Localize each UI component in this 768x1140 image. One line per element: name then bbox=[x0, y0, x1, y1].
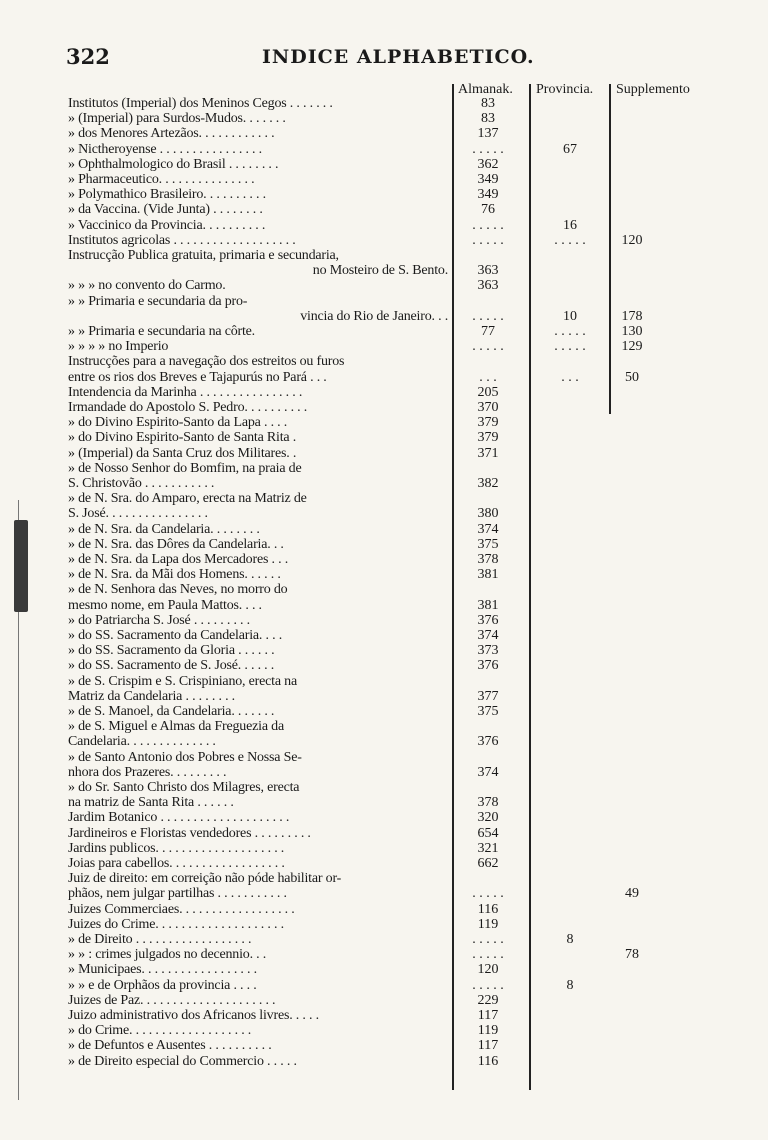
entry-text: S. José. . . . . . . . . . . . . . . . bbox=[68, 506, 208, 522]
entry-text: Jardins publicos. . . . . . . . . . . . . . . . . . . . bbox=[68, 840, 285, 856]
index-row bbox=[0, 993, 768, 1008]
index-row bbox=[0, 1054, 768, 1069]
provincia-page: . . . . . bbox=[554, 232, 586, 248]
entry-text: Candelaria. . . . . . . . . . . . . . bbox=[68, 734, 216, 750]
entry-text: » de Defuntos e Ausentes . . . . . . . . . . bbox=[68, 1038, 272, 1054]
index-row bbox=[0, 552, 768, 567]
index-row bbox=[0, 962, 768, 977]
index-row bbox=[0, 491, 768, 506]
entry-text: nhora dos Prazeres. . . . . . . . . bbox=[68, 764, 227, 780]
entry-text: » » » » no Imperio bbox=[68, 339, 169, 355]
index-row bbox=[0, 157, 768, 172]
almanak-page: 379 bbox=[477, 415, 499, 431]
entry-text: » » e de Orphãos da provincia . . . . bbox=[68, 977, 257, 993]
supplemento-page: 129 bbox=[621, 339, 643, 355]
index-row bbox=[0, 1038, 768, 1053]
index-row bbox=[0, 871, 768, 886]
index-row bbox=[0, 354, 768, 369]
entry-text: » de N. Sra. da Candelaria. . . . . . . . bbox=[68, 521, 260, 537]
almanak-page: 382 bbox=[477, 476, 499, 491]
index-row bbox=[0, 263, 768, 278]
almanak-page: . . . . . bbox=[472, 232, 504, 248]
index-row bbox=[0, 522, 768, 537]
entry-text: S. Christovão . . . . . . . . . . . bbox=[68, 476, 215, 491]
almanak-page: . . . . . bbox=[472, 308, 504, 324]
provincia-page: . . . . . bbox=[554, 339, 586, 355]
index-row bbox=[0, 202, 768, 217]
entry-text: » Pharmaceutico. . . . . . . . . . . . . . . bbox=[68, 172, 255, 187]
index-row bbox=[0, 96, 768, 111]
entry-text: » do Divino Espirito-Santo de Santa Rita . bbox=[68, 430, 297, 446]
index-row bbox=[0, 339, 768, 354]
index-row bbox=[0, 278, 768, 293]
index-row bbox=[0, 172, 768, 187]
index-row bbox=[0, 917, 768, 932]
entry-text: Juizo administrativo dos Africanos livres. . . . . bbox=[68, 1008, 319, 1023]
index-row bbox=[0, 582, 768, 597]
index-row bbox=[0, 613, 768, 628]
entry-text: » de S. Miguel e Almas da Freguezia da bbox=[68, 719, 284, 735]
provincia-page: . . . . . bbox=[554, 324, 586, 339]
almanak-page: 120 bbox=[477, 962, 499, 978]
index-row bbox=[0, 461, 768, 476]
entry-text: » do SS. Sacramento da Gloria . . . . . . bbox=[68, 643, 275, 659]
page-title: INDICE ALPHABETICO. bbox=[262, 46, 535, 68]
entry-text: » do Crime. . . . . . . . . . . . . . . . . . . bbox=[68, 1023, 252, 1039]
almanak-page: 77 bbox=[481, 324, 495, 339]
index-row bbox=[0, 567, 768, 582]
almanak-page: . . . . . bbox=[472, 932, 504, 947]
index-row bbox=[0, 400, 768, 415]
almanak-page: 137 bbox=[477, 126, 499, 142]
index-row bbox=[0, 537, 768, 552]
almanak-page: 379 bbox=[477, 430, 499, 446]
index-row bbox=[0, 385, 768, 400]
almanak-page: 83 bbox=[481, 96, 495, 111]
entry-text: Jardineiros e Floristas vendedores . . . . . . . . . bbox=[68, 825, 311, 841]
entry-text: » (Imperial) para Surdos-Mudos. . . . . . . bbox=[68, 111, 286, 127]
almanak-page: 378 bbox=[477, 795, 499, 811]
entry-text: Juizes Commerciaes. . . . . . . . . . . . . . . . . . bbox=[68, 901, 295, 917]
almanak-page: . . . bbox=[479, 369, 497, 385]
entry-text: » de Direito especial do Commercio . . . . . bbox=[68, 1053, 297, 1069]
almanak-page: . . . . . bbox=[472, 977, 504, 993]
index-row bbox=[0, 750, 768, 765]
entry-text: Jardim Botanico . . . . . . . . . . . . . . . . . . . . bbox=[68, 810, 290, 826]
almanak-page: 119 bbox=[477, 916, 499, 932]
entry-text: Juizes do Crime. . . . . . . . . . . . . . . . . . . . bbox=[68, 916, 284, 932]
column-header-almanak: Almanak. bbox=[458, 82, 513, 97]
entry-text: » de N. Sra. do Amparo, erecta na Matriz de bbox=[68, 491, 307, 507]
almanak-page: 381 bbox=[477, 597, 499, 613]
almanak-page: 374 bbox=[477, 628, 499, 643]
provincia-page: 67 bbox=[563, 141, 577, 157]
entry-text: Matriz da Candelaria . . . . . . . . bbox=[68, 688, 235, 704]
entry-text: » » : crimes julgados no decennio. . . bbox=[68, 947, 267, 963]
almanak-page: 375 bbox=[477, 704, 499, 719]
index-row bbox=[0, 643, 768, 658]
index-row bbox=[0, 886, 768, 901]
provincia-page: 8 bbox=[566, 977, 574, 993]
index-row bbox=[0, 218, 768, 233]
index-row bbox=[0, 1023, 768, 1038]
almanak-page: 117 bbox=[477, 1038, 499, 1054]
almanak-page: 229 bbox=[477, 992, 499, 1008]
entry-text: na matriz de Santa Rita . . . . . . bbox=[68, 795, 234, 811]
entry-text: Institutos (Imperial) dos Meninos Cegos . . . . . . . bbox=[68, 96, 333, 111]
index-row bbox=[0, 233, 768, 248]
index-row bbox=[0, 704, 768, 719]
supplemento-page: 130 bbox=[621, 324, 643, 339]
entry-text: phãos, nem julgar partilhas . . . . . . . . . . . bbox=[68, 886, 287, 902]
entry-text: » Nictheroyense . . . . . . . . . . . . . . . . bbox=[68, 141, 262, 157]
provincia-page: 8 bbox=[566, 932, 574, 947]
index-row bbox=[0, 370, 768, 385]
almanak-page: 370 bbox=[477, 400, 499, 415]
almanak-page: 654 bbox=[477, 825, 499, 841]
index-row bbox=[0, 294, 768, 309]
index-row bbox=[0, 658, 768, 673]
entry-text: » Polymathico Brasileiro. . . . . . . . . . bbox=[68, 187, 266, 203]
almanak-page: 376 bbox=[477, 658, 499, 674]
entry-text: » da Vaccina. (Vide Junta) . . . . . . . . bbox=[68, 202, 263, 218]
page-number: 322 bbox=[66, 44, 110, 69]
entry-text: » de N. Sra. das Dôres da Candelaria. . . bbox=[68, 536, 284, 552]
almanak-page: . . . . . bbox=[472, 217, 504, 233]
index-row bbox=[0, 689, 768, 704]
almanak-page: 373 bbox=[477, 643, 499, 659]
entry-text: » do Patriarcha S. José . . . . . . . . . bbox=[68, 612, 250, 628]
index-row bbox=[0, 142, 768, 157]
index-row bbox=[0, 126, 768, 141]
index-row bbox=[0, 628, 768, 643]
almanak-page: 377 bbox=[477, 688, 499, 704]
almanak-page: 119 bbox=[477, 1023, 499, 1039]
index-row bbox=[0, 765, 768, 780]
index-row bbox=[0, 476, 768, 491]
entry-text: » do SS. Sacramento de S. José. . . . . . bbox=[68, 658, 275, 674]
almanak-page: . . . . . bbox=[472, 141, 504, 157]
almanak-page: 381 bbox=[477, 567, 499, 583]
index-row bbox=[0, 780, 768, 795]
almanak-page: 376 bbox=[477, 734, 499, 750]
entry-text: entre os rios dos Breves e Tajapurús no Pará . . . bbox=[68, 369, 327, 385]
entry-text: » de N. Sra. da Mãi dos Homens. . . . . . bbox=[68, 567, 281, 583]
entry-text: » de Santo Antonio dos Pobres e Nossa Se- bbox=[68, 749, 302, 765]
provincia-page: 16 bbox=[563, 217, 577, 233]
index-row bbox=[0, 187, 768, 202]
almanak-page: 117 bbox=[477, 1008, 499, 1023]
supplemento-page: 178 bbox=[621, 308, 643, 324]
index-row bbox=[0, 1008, 768, 1023]
index-row bbox=[0, 415, 768, 430]
index-row bbox=[0, 810, 768, 825]
entry-text: mesmo nome, em Paula Mattos. . . . bbox=[68, 597, 262, 613]
index-row bbox=[0, 674, 768, 689]
index-row bbox=[0, 795, 768, 810]
almanak-page: 378 bbox=[477, 552, 499, 567]
column-header-provincia: Provincia. bbox=[536, 82, 594, 97]
entry-text: vincia do Rio de Janeiro. . . bbox=[300, 308, 448, 324]
index-row bbox=[0, 506, 768, 521]
index-row bbox=[0, 932, 768, 947]
index-row bbox=[0, 248, 768, 263]
almanak-page: 116 bbox=[477, 1053, 499, 1069]
almanak-page: 83 bbox=[481, 111, 495, 127]
supplemento-page: 78 bbox=[625, 947, 639, 963]
entry-text: no Mosteiro de S. Bento. bbox=[312, 263, 448, 279]
entry-text: » de Nosso Senhor do Bomfim, na praia de bbox=[68, 460, 302, 476]
entry-text: Institutos agricolas . . . . . . . . . . . . . . . . . . . bbox=[68, 232, 296, 248]
page-header bbox=[0, 44, 768, 70]
almanak-page: 362 bbox=[477, 156, 499, 172]
entry-text: » » » no convento do Carmo. bbox=[68, 278, 226, 294]
index-row bbox=[0, 841, 768, 856]
index-row bbox=[0, 111, 768, 126]
almanak-page: . . . . . bbox=[472, 947, 504, 963]
provincia-page: . . . bbox=[561, 369, 579, 385]
entry-text: Instrucção Publica gratuita, primaria e secundaria, bbox=[68, 248, 339, 263]
index-row bbox=[0, 734, 768, 749]
almanak-page: 349 bbox=[477, 187, 499, 203]
entry-text: » do Divino Espirito-Santo da Lapa . . . . bbox=[68, 415, 288, 431]
almanak-page: 374 bbox=[477, 764, 499, 780]
almanak-page: 321 bbox=[477, 840, 499, 856]
entry-text: Juiz de direito: em correição não póde habilitar or- bbox=[68, 871, 342, 887]
almanak-page: 380 bbox=[477, 506, 499, 522]
index-row bbox=[0, 446, 768, 461]
almanak-page: 374 bbox=[477, 521, 499, 537]
index-row bbox=[0, 598, 768, 613]
entry-text: Intendencia da Marinha . . . . . . . . . . . . . . . . bbox=[68, 384, 303, 400]
entry-text: » » Primaria e secundaria da pro- bbox=[68, 293, 248, 309]
supplemento-page: 120 bbox=[621, 232, 643, 248]
almanak-page: . . . . . bbox=[472, 886, 504, 902]
entry-text: » (Imperial) da Santa Cruz dos Militares. . bbox=[68, 445, 297, 461]
entry-text: » » Primaria e secundaria na côrte. bbox=[68, 324, 255, 339]
supplemento-page: 49 bbox=[625, 886, 639, 902]
almanak-page: 205 bbox=[477, 384, 499, 400]
entry-text: Irmandade do Apostolo S. Pedro. . . . . . . . . . bbox=[68, 400, 308, 415]
almanak-page: 320 bbox=[477, 810, 499, 826]
almanak-page: . . . . . bbox=[472, 339, 504, 355]
index-row bbox=[0, 430, 768, 445]
almanak-page: 116 bbox=[477, 901, 499, 917]
entry-text: Juizes de Paz. . . . . . . . . . . . . . . . . . . . . bbox=[68, 992, 276, 1008]
provincia-page: 10 bbox=[563, 308, 577, 324]
almanak-page: 363 bbox=[477, 278, 499, 294]
entry-text: » de N. Sra. da Lapa dos Mercadores . . . bbox=[68, 552, 289, 567]
almanak-page: 376 bbox=[477, 612, 499, 628]
entry-text: » do SS. Sacramento da Candelaria. . . . bbox=[68, 628, 283, 643]
index-row bbox=[0, 902, 768, 917]
almanak-page: 375 bbox=[477, 536, 499, 552]
index-row bbox=[0, 324, 768, 339]
index-row bbox=[0, 309, 768, 324]
supplemento-page: 50 bbox=[625, 369, 639, 385]
entry-text: » Vaccinico da Provincia. . . . . . . . . . bbox=[68, 217, 266, 233]
entry-text: » Municipaes. . . . . . . . . . . . . . . . . . bbox=[68, 962, 257, 978]
almanak-page: 662 bbox=[477, 856, 499, 871]
entry-text: » do Sr. Santo Christo dos Milagres, erecta bbox=[68, 780, 300, 795]
entry-text: » de N. Senhora das Neves, no morro do bbox=[68, 582, 288, 598]
entry-text: » dos Menores Artezãos. . . . . . . . . . . . bbox=[68, 126, 275, 142]
index-row bbox=[0, 978, 768, 993]
index-row bbox=[0, 826, 768, 841]
entry-text: » de S. Crispim e S. Crispiniano, erecta na bbox=[68, 673, 297, 689]
index-row bbox=[0, 947, 768, 962]
column-header-supplemento: Supplemento bbox=[616, 82, 690, 97]
entry-text: » de Direito . . . . . . . . . . . . . . . . . . bbox=[68, 932, 252, 947]
entry-text: Joias para cabellos. . . . . . . . . . . . . . . . . . bbox=[68, 856, 285, 871]
almanak-page: 76 bbox=[481, 202, 495, 218]
almanak-page: 363 bbox=[477, 263, 499, 279]
index-row bbox=[0, 856, 768, 871]
almanak-page: 349 bbox=[477, 172, 499, 187]
entry-text: » de S. Manoel, da Candelaria. . . . . . . bbox=[68, 704, 275, 719]
index-row bbox=[0, 719, 768, 734]
almanak-page: 371 bbox=[477, 445, 499, 461]
entry-text: » Ophthalmologico do Brasil . . . . . . . . bbox=[68, 156, 279, 172]
entry-text: Instrucções para a navegação dos estreitos ou furos bbox=[68, 354, 345, 370]
